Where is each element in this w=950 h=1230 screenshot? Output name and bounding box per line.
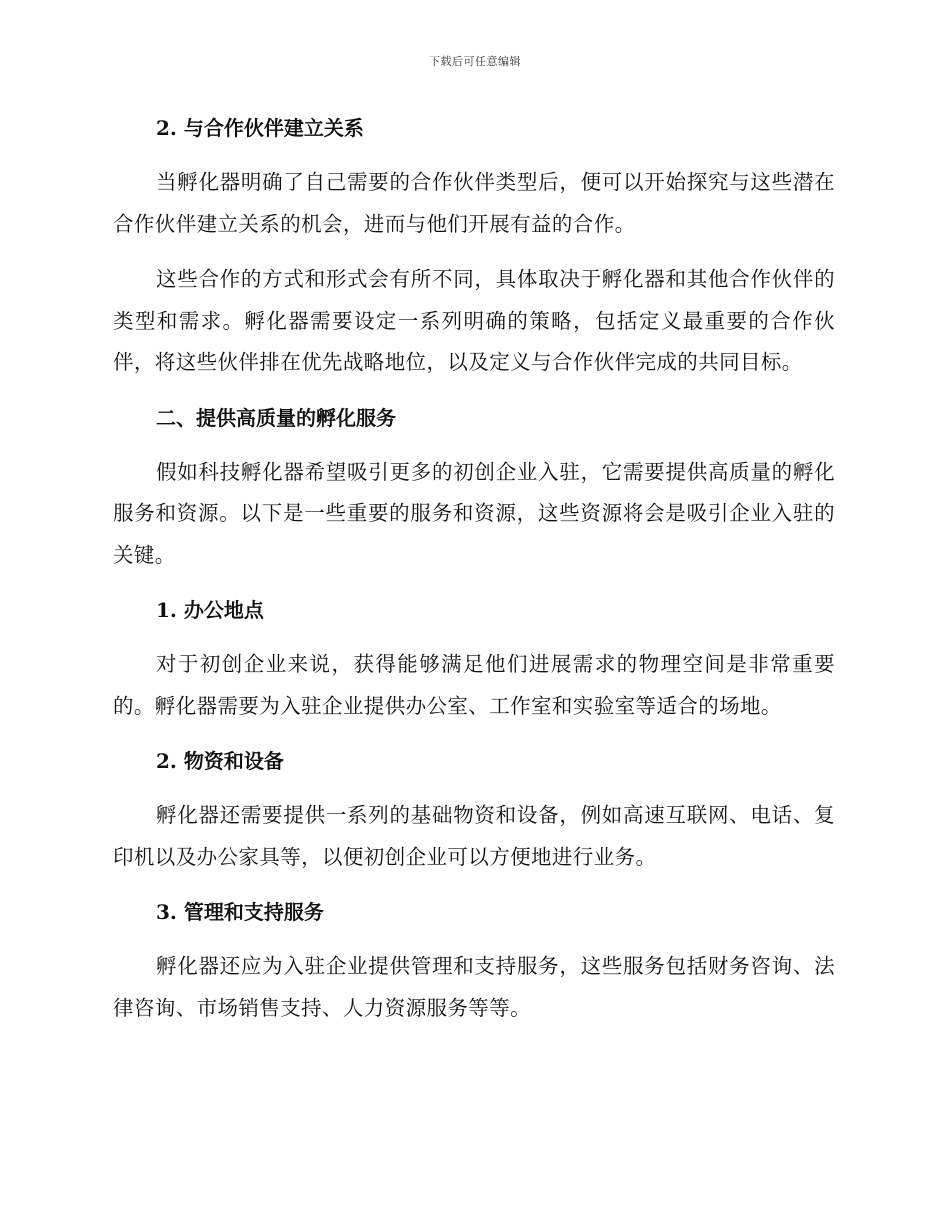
section-heading: 2. 物资和设备: [156, 749, 284, 773]
section-heading: 二、提供高质量的孵化服务: [156, 405, 396, 430]
page-header: 下载后可任意编辑: [429, 55, 521, 68]
paragraph: 这些合作的方式和形式会有所不同，具体取决于孵化器和其他合作伙伴的类型和需求。孵化器需要设定一系列明确的策略，包括定义最重要的合作伙伴，将这些伙伴排在优先战略地位，以及定义与合作伙伴完成的共同目标。: [113, 267, 835, 374]
paragraph: 当孵化器明确了自己需要的合作伙伴类型后，便可以开始探究与这些潜在合作伙伴建立关系的机会，进而与他们开展有益的合作。: [113, 170, 835, 236]
paragraph: 对于初创企业来说，获得能够满足他们进展需求的物理空间是非常重要的。孵化器需要为入驻企业提供办公室、工作室和实验室等适合的场地。: [113, 652, 835, 718]
section-heading: 3. 管理和支持服务: [156, 900, 324, 924]
paragraph: 孵化器还应为入驻企业提供管理和支持服务，这些服务包括财务咨询、法律咨询、市场销售支持、人力资源服务等等。: [113, 954, 835, 1020]
section-heading: 1. 办公地点: [156, 598, 264, 622]
document-body: [113, 108, 835, 1029]
paragraph: 假如科技孵化器希望吸引更多的初创企业入驻，它需要提供高质量的孵化服务和资源。以下是一些重要的服务和资源，这些资源将会是吸引企业入驻的关键。: [113, 459, 835, 567]
paragraph: 孵化器还需要提供一系列的基础物资和设备，例如高速互联网、电话、复印机以及办公家具等，以便初创企业可以方便地进行业务。: [113, 803, 835, 869]
section-heading: 2. 与合作伙伴建立关系: [156, 116, 364, 140]
